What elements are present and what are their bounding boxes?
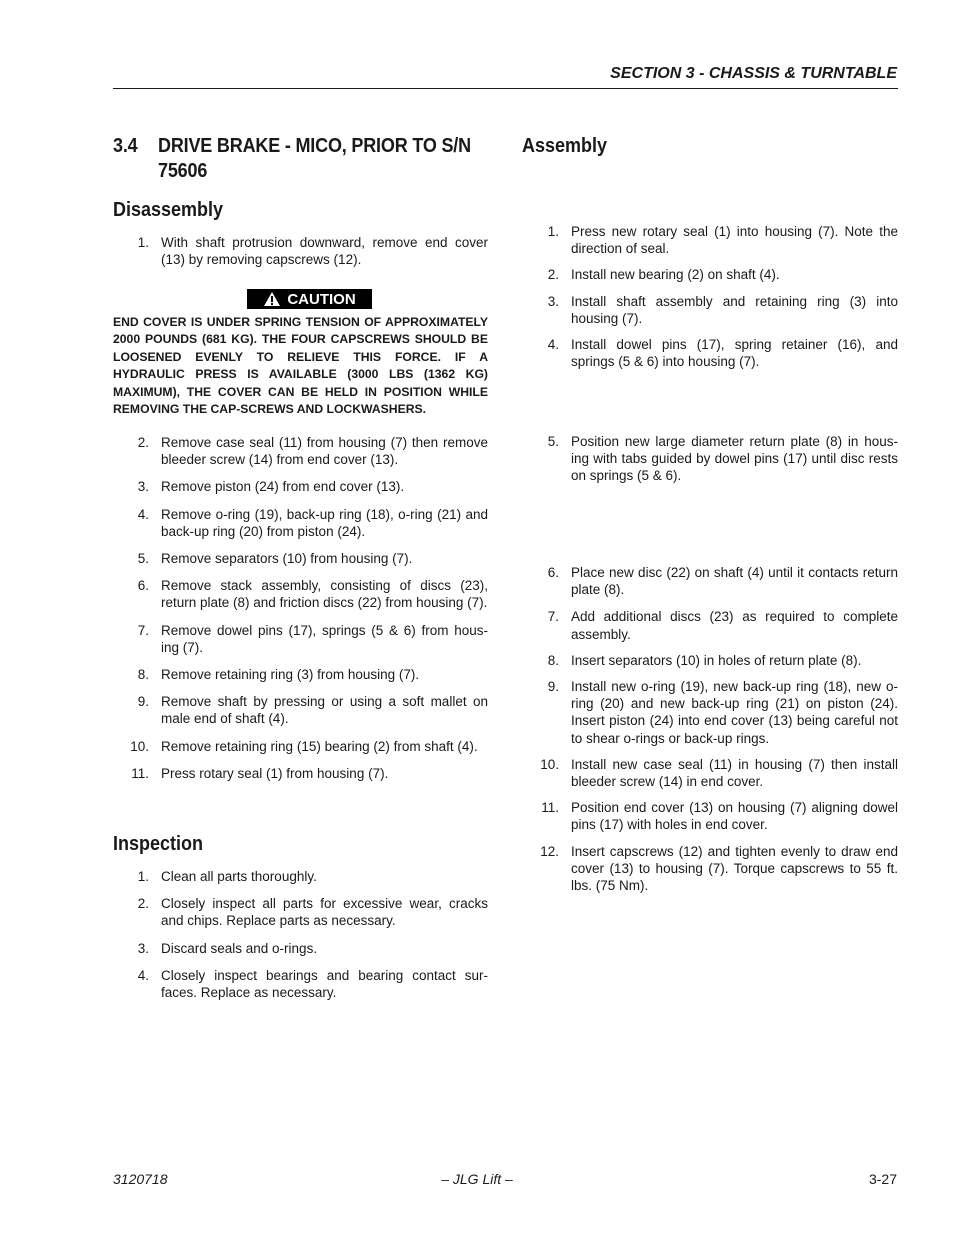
step-number: 5. <box>137 551 149 567</box>
section-title-line2: 75606 <box>158 160 208 182</box>
assembly-steps-group-1 <box>547 223 898 370</box>
step-text: Position new large diameter return plate (8) in hous-ing with tabs guided by dowel pins (17) until disc rests on springs (5 & 6). <box>571 434 898 484</box>
step-text: Remove retaining ring (15) bearing (2) from shaft (4). <box>161 738 478 754</box>
step-number: 11. <box>131 765 149 781</box>
list-item <box>547 223 898 257</box>
assembly-heading: Assembly <box>522 135 608 157</box>
disassembly-heading: Disassembly <box>113 199 224 221</box>
step-text: Closely inspect all parts for excessive wear, cracks and chips. Replace parts as necessary. <box>161 896 488 929</box>
step-number: 12. <box>540 843 559 859</box>
list-item <box>137 940 488 957</box>
step-text: Install shaft assembly and retaining ring (3) into housing (7). <box>571 293 898 326</box>
step-number: 3. <box>137 479 149 495</box>
step-text: Press new rotary seal (1) into housing (7). Note the direction of seal. <box>571 224 898 257</box>
step-number: 3. <box>137 940 149 956</box>
step-text: Remove case seal (11) from housing (7) then remove bleeder screw (14) from end cover (13). <box>161 435 488 468</box>
list-item <box>547 433 898 485</box>
list-item <box>541 799 898 833</box>
step-number: 8. <box>547 652 559 668</box>
list-item <box>540 843 898 895</box>
step-text: Remove shaft by pressing or using a soft mallet on male end of shaft (4). <box>161 694 488 727</box>
list-item <box>137 550 488 567</box>
step-text: Place new disc (22) on shaft (4) until it contacts return plate (8). <box>571 565 898 598</box>
step-number: 6. <box>547 565 559 580</box>
step-text: Remove stack assembly, consisting of discs (23), return plate (8) and friction discs (22) from housing (7). <box>161 578 488 611</box>
list-item <box>540 756 898 790</box>
step-text: Insert capscrews (12) and tighten evenly to draw end cover (13) to housing (7). Torque capscrews to 55 ft. lbs. (75 Nm). <box>571 843 898 894</box>
step-number: 2. <box>137 896 149 912</box>
step-text: Insert separators (10) in holes of return plate (8). <box>571 652 862 668</box>
step-text: Install new bearing (2) on shaft (4). <box>571 267 780 283</box>
list-item <box>547 652 898 669</box>
section-number: 3.4 <box>113 135 138 157</box>
step-number: 10. <box>130 738 149 754</box>
step-number: 6. <box>137 578 149 594</box>
running-header: SECTION 3 - CHASSIS & TURNTABLE <box>610 65 897 82</box>
list-item <box>137 622 488 656</box>
step-number: 7. <box>547 609 559 625</box>
step-text: Remove piston (24) from end cover (13). <box>161 479 405 495</box>
step-number: 4. <box>137 967 149 983</box>
list-item <box>137 868 488 885</box>
header-rule <box>113 88 898 89</box>
list-item <box>137 895 488 929</box>
disassembly-step-1 <box>137 234 488 268</box>
step-text: Position end cover (13) on housing (7) aligning dowel pins (17) with holes in end cover. <box>571 800 898 833</box>
step-number: 2. <box>547 267 559 283</box>
step-number: 5. <box>547 434 559 449</box>
caution-label: CAUTION <box>287 290 356 308</box>
list-item <box>547 266 898 283</box>
step-text: Remove separators (10) from housing (7). <box>161 551 413 567</box>
caution-text: END COVER IS UNDER SPRING TENSION OF APPROXIMATELY 2000 POUNDS (681 KG). THE FOUR CAPSCREWS SHOULD BE LOOSENED EVENLY TO RELIEVE THIS FORCE. IF A HYDRAULIC PRESS IS AVAILABLE (3000 LBS (1362 KG) MAXIMUM), THE COVER CAN BE HELD IN POSITION WHILE REMOVING THE CAP-SCREWS AND LOCKWASHERS. <box>113 315 488 417</box>
list-item <box>137 693 488 727</box>
step-text: Add additional discs (23) as required to complete assembly. <box>571 609 898 642</box>
step-text: Closely inspect bearings and bearing contact sur-faces. Replace as necessary. <box>161 967 488 1001</box>
inspection-steps <box>137 868 488 1001</box>
list-item <box>137 506 488 540</box>
inspection-heading: Inspection <box>113 833 204 855</box>
footer-doc-number: 3120718 <box>113 1171 168 1187</box>
caution-badge <box>247 289 372 309</box>
list-item <box>547 293 898 327</box>
assembly-steps-group-3 <box>540 564 898 894</box>
list-item <box>137 577 488 611</box>
step-number: 9. <box>137 694 149 710</box>
step-text: Discard seals and o-rings. <box>161 940 318 956</box>
step-number: 1. <box>137 235 149 250</box>
footer-center: – JLG Lift – <box>441 1171 513 1187</box>
list-item <box>137 967 488 1001</box>
step-number: 4. <box>547 337 559 353</box>
step-number: 8. <box>137 667 149 683</box>
step-number: 4. <box>137 506 149 522</box>
list-item <box>547 678 898 747</box>
step-text: Remove o-ring (19), back-up ring (18), o-ring (21) and back-up ring (20) from piston (24). <box>161 506 488 539</box>
list-item <box>547 336 898 370</box>
list-item <box>547 564 898 598</box>
step-text: Remove dowel pins (17), springs (5 & 6) from hous-ing (7). <box>161 622 488 655</box>
step-number: 10. <box>540 756 559 772</box>
assembly-steps-group-2 <box>547 433 898 485</box>
step-text: Install new o-ring (19), new back-up ring (18), new o-ring (20) and new back-up ring (21) on piston (24). Insert piston (24) into end cover (13) being careful not to shear o-rings or back-up rings. <box>571 679 898 746</box>
warning-triangle-icon <box>263 291 281 307</box>
list-item <box>137 666 488 683</box>
section-title-line1: DRIVE BRAKE - MICO, PRIOR TO S/N <box>158 135 471 157</box>
list-item <box>137 478 488 495</box>
step-text: Install new case seal (11) in housing (7) then install bleeder screw (14) in end cover. <box>571 756 898 790</box>
disassembly-steps <box>130 434 488 782</box>
step-number: 1. <box>547 224 559 239</box>
step-text: Press rotary seal (1) from housing (7). <box>161 765 389 781</box>
list-item <box>137 434 488 468</box>
step-text: Remove retaining ring (3) from housing (7). <box>161 667 420 683</box>
step-number: 3. <box>547 293 559 309</box>
section-heading <box>113 135 491 183</box>
footer-page-number: 3-27 <box>868 1171 897 1187</box>
list-item <box>547 608 898 642</box>
step-number: 7. <box>137 622 149 638</box>
list-item <box>130 738 488 755</box>
step-text: With shaft protrusion downward, remove end cover (13) by removing capscrews (12). <box>161 235 488 268</box>
step-number: 11. <box>541 800 559 816</box>
step-number: 9. <box>547 679 559 695</box>
list-item <box>131 765 488 782</box>
step-text: Install dowel pins (17), spring retainer (16), and springs (5 & 6) into housing (7). <box>571 337 898 370</box>
step-text: Clean all parts thoroughly. <box>161 869 317 884</box>
step-number: 1. <box>137 869 149 884</box>
step-number: 2. <box>137 435 149 450</box>
